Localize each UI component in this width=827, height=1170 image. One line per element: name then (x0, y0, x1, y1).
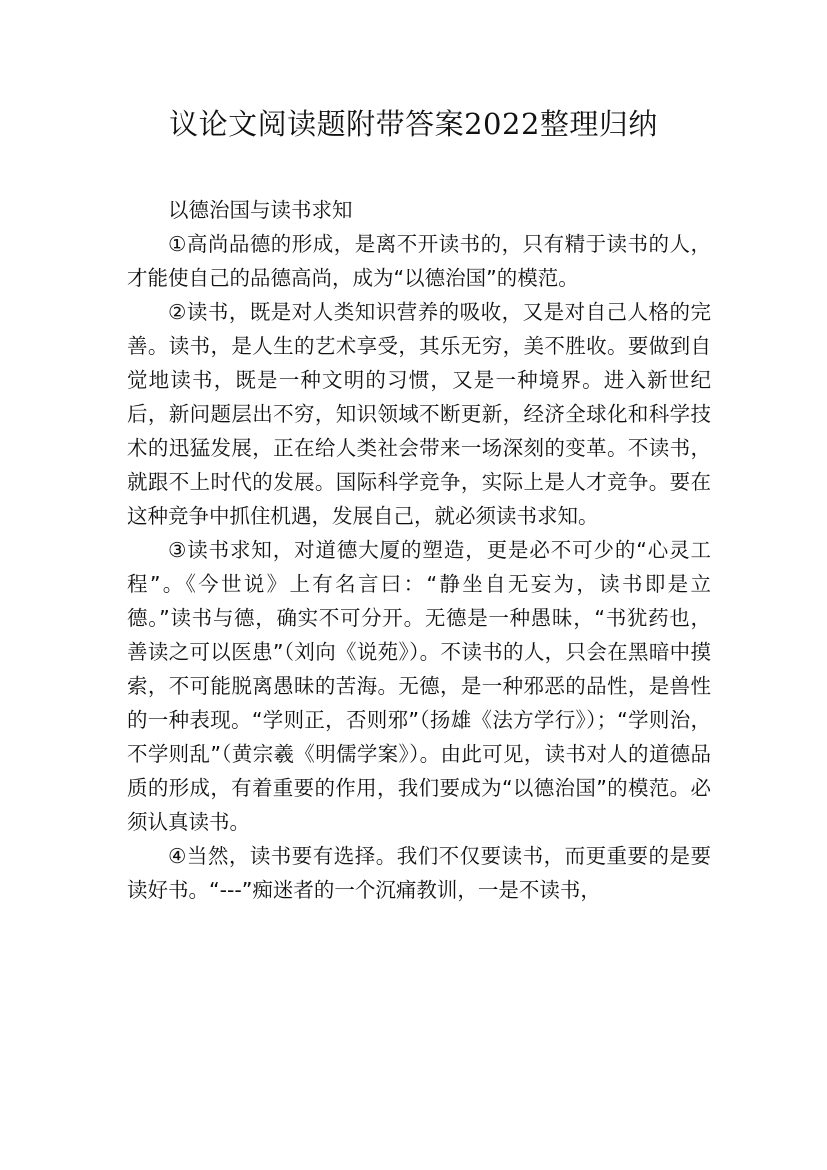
document-title: 议论文阅读题附带答案2022整理归纳 (169, 107, 658, 141)
paragraph-3: ③读书求知，对道德大厦的塑造，更是必不可少的“心灵工程”。《今世说》上有名言曰：“静坐自无妄为，读书即是立德。”读书与德，确实不可分开。无德是一种愚昧，“书犹药也，善读之可以医患”（刘向《说苑》）。不读书的人，只会在黑暗中摸索，不可能脱离愚昧的苦海。无德，是一种邪恶的品性，是兽性的一种表现。“学则正，否则邪”（扬雄《法方学行》）；“学则治，不学则乱”（黄宗羲《明儒学案》）。由此可见，读书对人的道德品质的形成，有着重要的作用，我们要成为“以德治国”的模范。必须认真读书。 (127, 538, 711, 834)
document-body (127, 193, 711, 907)
paragraph-2: ②读书，既是对人类知识营养的吸收，又是对自己人格的完善。读书，是人生的艺术享受，其乐无穷，美不胜收。要做到自觉地读书，既是一种文明的习惯，又是一种境界。进入新世纪后，新问题层出不穷，知识领域不断更新，经济全球化和科学技术的迅猛发展，正在给人类社会带来一场深刻的变革。不读书，就跟不上时代的发展。国际科学竞争，实际上是人才竞争。要在这种竞争中抓住机遇，发展自己，就必须读书求知。 (127, 300, 711, 528)
article-heading: 以德治国与读书求知 (168, 198, 353, 222)
paragraph-1: ①高尚品德的形成，是离不开读书的，只有精于读书的人，才能使自己的品德高尚，成为“以德治国”的模范。 (127, 232, 711, 290)
paragraph-4: ④当然，读书要有选择。我们不仅要读书，而更重要的是要读好书。“---”痴迷者的一个沉痛教训，一是不读书， (127, 844, 711, 902)
